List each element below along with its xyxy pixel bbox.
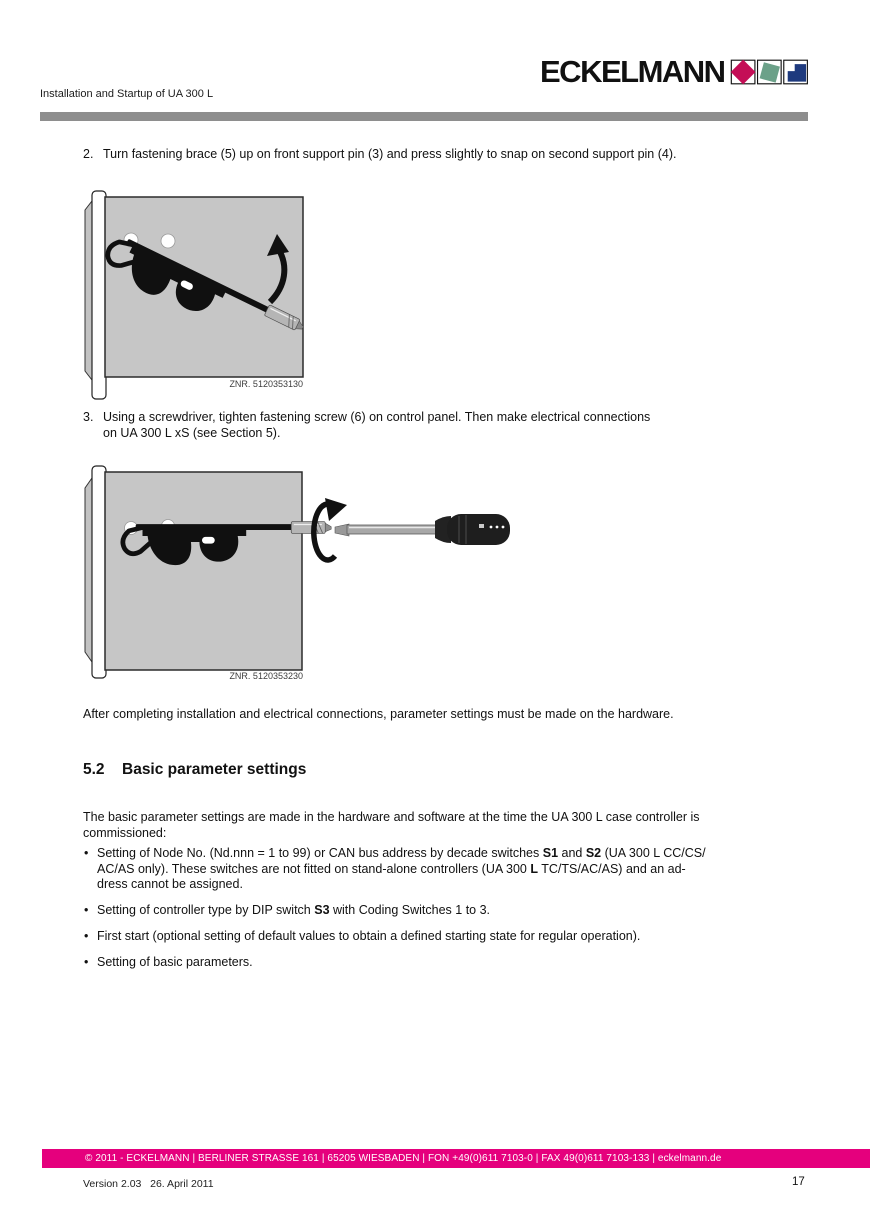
figure-1-znr-label: ZNR. 5120353130: [229, 379, 303, 389]
section-number: 5.2: [83, 761, 105, 778]
bullet-text: Setting of basic parameters.: [97, 955, 253, 969]
install-note: After completing installation and electrical connections, parameter settings must be made on the hardware.: [83, 707, 674, 721]
bullet-list: [84, 846, 824, 981]
step-2-number: 2.: [83, 147, 94, 161]
bullet-item: [84, 955, 824, 971]
bullet-marker: •: [84, 929, 89, 943]
mounting-rail: [92, 191, 106, 399]
footer-address-text: © 2011 - ECKELMANN | BERLINER STRASSE 161 | 65205 WIESBADEN | FON +49(0)611 7103-0 | FAX 49(0)611 7103-133 | eckelmann.de: [85, 1153, 722, 1164]
screwdriver-handle: [447, 514, 510, 545]
bullet-text: Setting of Node No. (Nd.nnn = 1 to 99) or CAN bus address by decade switches S1 and S2 (UA 300 L CC/CS/ AC/AS only). These switches are not fitted on stand-alone controllers (UA 300 L TC/TS/AC/AS) and an ad- dress cannot be assigned.: [97, 846, 706, 891]
page-number: 17: [792, 1176, 805, 1188]
header-doc-title: Installation and Startup of UA 300 L: [40, 88, 214, 100]
logo-squares-icon: [730, 55, 810, 89]
footer-bar: [42, 1149, 870, 1168]
header-divider: [40, 112, 808, 121]
version-text: Version 2.03 26. April 2011: [83, 1178, 214, 1190]
bullet-item: [84, 846, 824, 893]
step-2: [83, 147, 803, 163]
figure-2-znr-label: ZNR. 5120353230: [229, 671, 303, 681]
intro-paragraph: The basic parameter settings are made in the hardware and software at the time the UA 300 L case controller is commissioned:: [83, 810, 700, 840]
step-3: [83, 410, 803, 441]
section-heading: [83, 761, 306, 779]
screwdriver: [335, 514, 510, 545]
step-3-text: Using a screwdriver, tighten fastening screw (6) on control panel. Then make electrical connections on UA 300 L xS (see Section 5).: [103, 410, 651, 440]
support-pin-hole: [161, 234, 175, 248]
bullet-item: [84, 929, 824, 945]
bullet-marker: •: [84, 955, 89, 969]
figure-tighten-screw: [83, 464, 531, 689]
step-3-number: 3.: [83, 410, 94, 424]
bullet-text: Setting of controller type by DIP switch S3 with Coding Switches 1 to 3.: [97, 903, 491, 917]
bullet-marker: •: [84, 903, 89, 917]
bullet-text: First start (optional setting of default values to obtain a defined starting state for regular operation).: [97, 929, 641, 943]
bullet-item: [84, 903, 824, 919]
screwdriver-shaft: [347, 525, 437, 534]
panel-side-edge: [85, 478, 92, 662]
mounting-panel: [105, 472, 302, 670]
mounting-rail: [92, 466, 106, 678]
panel-side-edge: [85, 201, 92, 380]
step-2-text: Turn fastening brace (5) up on front support pin (3) and press slightly to snap on second support pin (4).: [103, 147, 677, 161]
logo-wordmark: ECKELMANN: [540, 54, 725, 89]
bullet-marker: •: [84, 846, 89, 860]
section-title: Basic parameter settings: [122, 761, 307, 778]
figure-brace-turn-up: [84, 190, 316, 407]
eckelmann-logo: [540, 54, 810, 90]
